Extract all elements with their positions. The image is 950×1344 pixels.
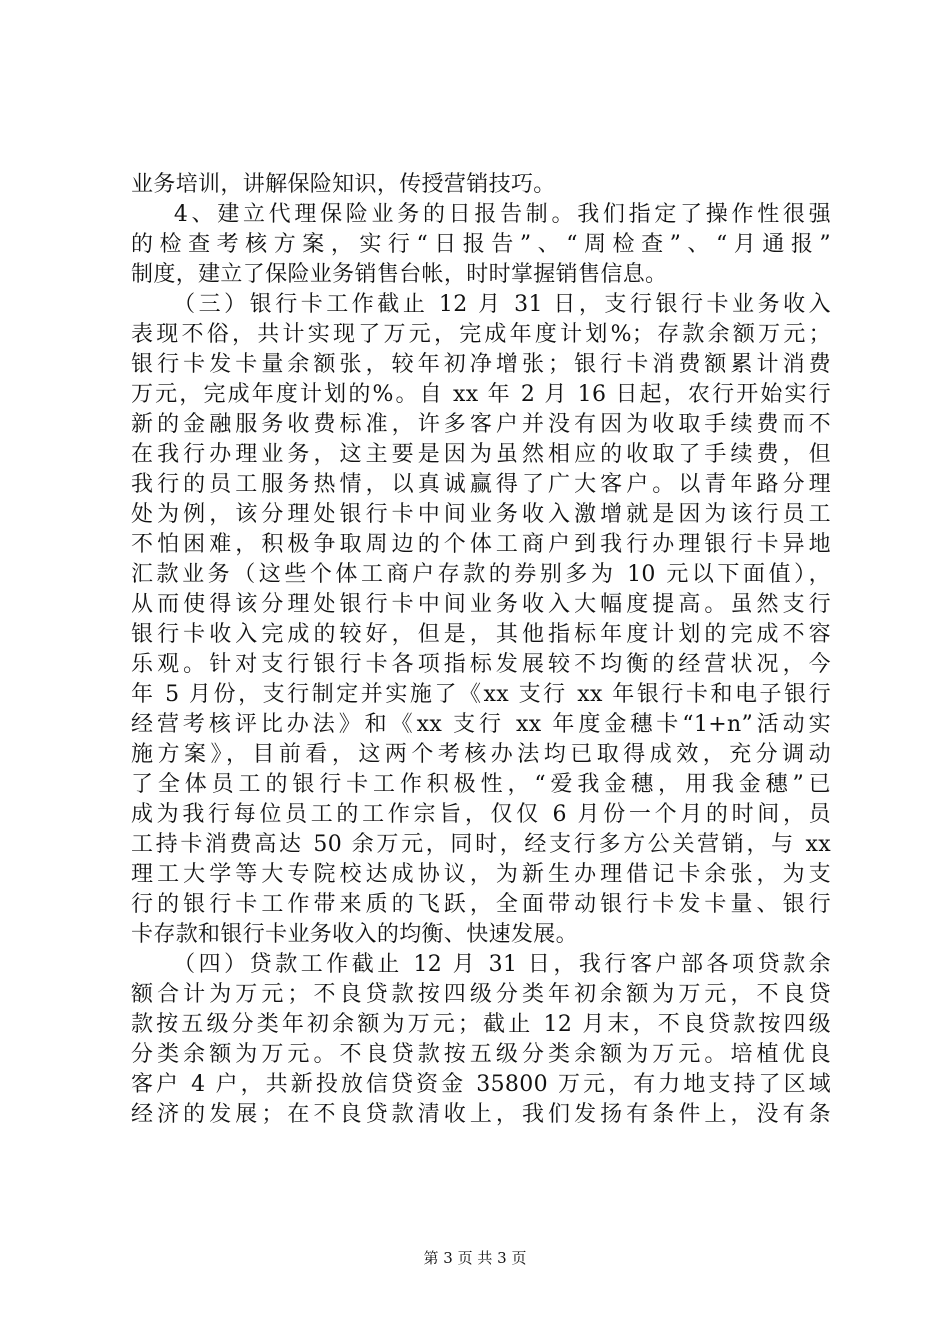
paragraph-1 <box>131 170 831 200</box>
document-body <box>131 170 831 1130</box>
paragraph-4 <box>131 950 831 1130</box>
text-line: 客户 4 户，共新投放信贷资金 35800 万元，有力地支持了区域 <box>131 1072 831 1097</box>
paragraph-2 <box>131 200 831 290</box>
text-line: 我行的员工服务热情，以真诚赢得了广大客户。以青年路分理 <box>131 472 831 497</box>
text-line: 处为例，该分理处银行卡中间业务收入激增就是因为该行员工 <box>131 502 831 527</box>
text-line: 4、建立代理保险业务的日报告制。我们指定了操作性很强 <box>131 202 831 227</box>
text-line: 从而使得该分理处银行卡中间业务收入大幅度提高。虽然支行 <box>131 592 831 617</box>
text-line: 行的银行卡工作带来质的飞跃，全面带动银行卡发卡量、银行 <box>131 892 831 917</box>
text-line: 款按五级分类年初余额为万元；截止 12 月末，不良贷款按四级 <box>131 1012 831 1037</box>
text-line: 的检查考核方案，实行“日报告”、“周检查”、“月通报” <box>131 232 831 257</box>
text-line: 业务培训，讲解保险知识，传授营销技巧。 <box>131 172 556 197</box>
paragraph-3 <box>131 290 831 950</box>
text-line: 制度，建立了保险业务销售台帐，时时掌握销售信息。 <box>131 262 668 287</box>
text-line: 施方案》，目前看，这两个考核办法均已取得成效，充分调动 <box>131 742 831 767</box>
text-line: 不怕困难，积极争取周边的个体工商户到我行办理银行卡异地 <box>131 532 831 557</box>
text-line: 在我行办理业务，这主要是因为虽然相应的收取了手续费，但 <box>131 442 831 467</box>
page-footer: 第 3 页 共 3 页 <box>423 1249 527 1267</box>
text-line: （四）贷款工作截止 12 月 31 日，我行客户部各项贷款余 <box>131 952 831 977</box>
text-line: 银行卡发卡量余额张，较年初净增张；银行卡消费额累计消费 <box>131 352 831 377</box>
text-line: 了全体员工的银行卡工作积极性，“爱我金穗，用我金穗”已 <box>131 772 831 797</box>
text-line: （三）银行卡工作截止 12 月 31 日，支行银行卡业务收入 <box>131 292 831 317</box>
text-line: 卡存款和银行卡业务收入的均衡、快速发展。 <box>131 922 579 947</box>
text-line: 表现不俗，共计实现了万元，完成年度计划%；存款余额万元； <box>131 322 831 347</box>
text-line: 银行卡收入完成的较好，但是，其他指标年度计划的完成不容 <box>131 622 831 647</box>
text-line: 经营考核评比办法》和《xx 支行 xx 年度金穗卡“1+n”活动实 <box>131 712 831 737</box>
text-line: 乐观。针对支行银行卡各项指标发展较不均衡的经营状况，今 <box>131 652 831 677</box>
text-line: 新的金融服务收费标准，许多客户并没有因为收取手续费而不 <box>131 412 831 437</box>
text-line: 成为我行每位员工的工作宗旨，仅仅 6 月份一个月的时间，员 <box>131 802 831 827</box>
text-line: 汇款业务（这些个体工商户存款的券别多为 10 元以下面值）， <box>131 562 831 587</box>
text-line: 额合计为万元；不良贷款按四级分类年初余额为万元，不良贷 <box>131 982 831 1007</box>
text-line: 经济的发展；在不良贷款清收上，我们发扬有条件上，没有条 <box>131 1102 831 1127</box>
text-line: 理工大学等大专院校达成协议，为新生办理借记卡余张，为支 <box>131 862 831 887</box>
text-line: 年 5 月份，支行制定并实施了《xx 支行 xx 年银行卡和电子银行 <box>131 682 831 707</box>
text-line: 万元，完成年度计划的%。自 xx 年 2 月 16 日起，农行开始实行 <box>131 382 831 407</box>
text-line: 工持卡消费高达 50 余万元，同时，经支行多方公关营销，与 xx <box>131 832 831 857</box>
text-line: 分类余额为万元。不良贷款按五级分类余额为万元。培植优良 <box>131 1042 831 1067</box>
